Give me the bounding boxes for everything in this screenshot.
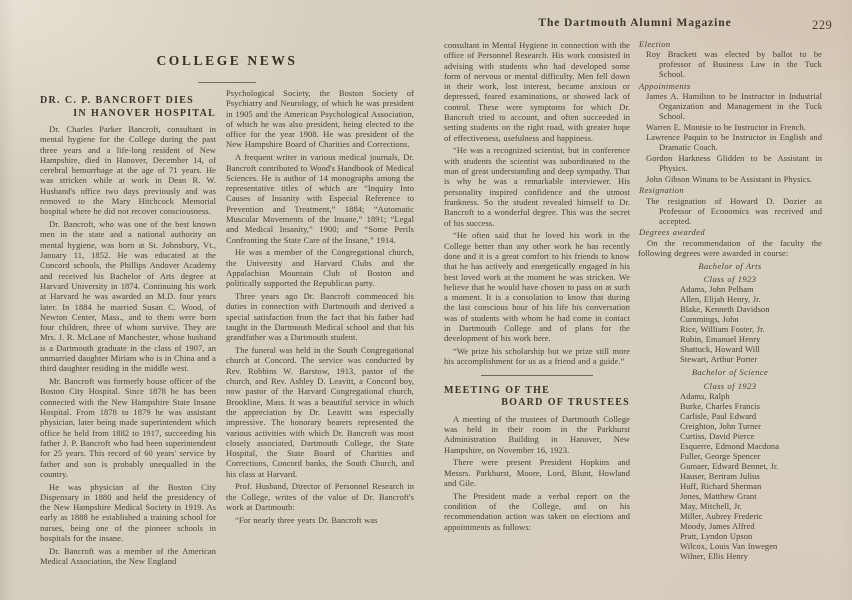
graduate-name: Allen, Elijah Henry, Jr. [680, 294, 761, 305]
graduate-name: Rice, William Foster, Jr. [680, 324, 765, 335]
right-page-column-1 [444, 40, 630, 534]
left-page-column-1 [40, 95, 216, 569]
obituary-paragraph: Dr. Charles Parker Bancroft, consultant in mental hygiene for the College during the past three years and a life-long resident of New Hampshire, died in Hanover, December 14, of cerebral hemorrhage at the age of 71 years. He was stricken while at work in Dean R. W. Husband's office two days previously and was removed to the Mary Hitchcock Memorial hospital where he did not recover consciousness. [40, 124, 216, 217]
resignation-entry: The resignation of Howard D. Dozier as Professor of Economics was received and accepted. [646, 195, 822, 226]
graduate-name: Huff, Richard Sherman [680, 480, 762, 491]
appointment-entry: John Gibson Winans to be Assistant in Physics. [646, 173, 813, 184]
obituary-paragraph: He was a member of the Congregational church, the University and Harvard Clubs and the Appalachian Mountain Club of Boston and politically supported the Republican party. [226, 247, 414, 289]
graduate-name: Moody, James Alfred [680, 521, 755, 532]
graduate-name: Blake, Kenneth Davidson [680, 304, 770, 315]
graduate-name: Burke, Charles Francis [680, 400, 761, 411]
running-head-title: The Dartmouth Alumni Magazine [538, 17, 732, 29]
obituary-paragraph: Psychological Society, the Boston Society of Psychiatry and Neurology, of which he was president in 1905 and the American Psychological Association, of which he was also president, being elected to the office for the year 1908. He was president of the New Hampshire Board of Charities and Corrections. [226, 88, 414, 150]
graduate-name: Rubin, Emanuel Henry [680, 334, 761, 345]
graduate-name: Adams, Ralph [680, 390, 730, 401]
degree-group-class-arts: Class of 1923 [703, 274, 757, 285]
obituary-paragraph: The funeral was held in the South Congregational church at Concord. The service was conducted by Rev. Robbins W. Barstow, 1913, pastor of the church, and Rev. Ashley D. Leavitt, a Concord boy, now pastor of the Harvard Congregational church, Brookline, Mass. It was a beautiful service in which the appreciation by Dr. Leavitt was especially impressive. The honorary bearers represented the various activities with which Dr. Bancroft was most closely associated, Dartmouth College, the State Hospital, the State Board of Charities and Corrections, Concord banks, the South Church, and his class at Harvard. [226, 345, 414, 479]
obituary-paragraph: Mr. Bancroft was formerly house officer of the Boston City Hospital. Since 1878 he has been connected with the New Hampshire State Insane Hospital. From 1878 to 1879 he was assistant physician, later being made superintendent which office he held from 1882 to 1917, succeeding his father J. P. Bancroft who had been superintendent for 25 years. This record of 60 years' service by father and son is probably unequalled in the country. [40, 376, 216, 479]
graduate-name: Adams, John Pelham [680, 284, 754, 295]
graduate-name: Creighton, John Turner [680, 420, 762, 431]
obituary-paragraph: “We prize his scholarship but we prize still more his accomplishment for us as a friend and a guide.” [444, 346, 630, 367]
obituary-paragraph: “For nearly three years Dr. Bancroft was [235, 514, 378, 525]
graduate-name: Curtiss, David Pierce [680, 430, 755, 441]
degrees-intro: On the recommendation of the faculty the following degrees were awarded in course: [638, 237, 822, 258]
obituary-heading-line2: IN HANOVER HOSPITAL [73, 107, 216, 119]
trustees-heading [444, 385, 630, 410]
section-title-rule [198, 82, 256, 83]
obituary-paragraph: A frequent writer in various medical journals, Dr. Bancroft contributed to Wood's Handbook of Medical Sciences. He is author of 14 monographs among the representative titles of which are “Inquiry Into Causes of Insanity with Especial Reference to Prevention and Treatment,” 1884; “Automatic Muscular Movements of the Insane,” 1891; “Legal and Medical Insanity,” 1900; and “Some Perils Confronting the State Care of the Insane,” 1914. [226, 152, 414, 245]
section-label-appointments: Appointments [639, 80, 691, 91]
obituary-heading [40, 95, 216, 120]
obituary-paragraph: “He often said that he loved his work in the College better than any other work he has recently done and it is a great comfort to his friends to know that he has actively and energetically engaged in his best loved work at the moment he was stricken. We believe that he would have chosen to pass on at such a moment. It is a consolation to know that during the last conscious hour of his life his conversation was of students with whom he had come in contact in Dartmouth College and of plans for the development of his work here. [444, 230, 630, 344]
graduate-name: Wilcox, Louis Van Inwegen [680, 541, 778, 552]
resignation-entries [638, 196, 822, 226]
obituary-paragraph: Dr. Bancroft was a member of the American Medical Association, the New England [40, 545, 216, 567]
trustees-heading-line2: BOARD OF TRUSTEES [501, 397, 630, 409]
trustees-heading-line1: MEETING OF THE [444, 384, 551, 396]
graduate-name: Shattuck, Howard Will [680, 344, 760, 355]
graduate-name: Stewart, Arthur Porter [680, 354, 758, 365]
graduate-name: May, Mitchell, Jr. [680, 501, 742, 512]
graduate-name: Hauser, Bertram Julius [680, 470, 760, 481]
graduate-name: Miller, Aubrey Frederic [680, 511, 763, 522]
election-entries [638, 49, 822, 79]
obituary-paragraph: Dr. Bancroft, who was one of the best known men in the state and a national authority on mental hygiene, was born at St. Johnsbury, Vt., January 11, 1852. He was educated at the Concord schools, the Phillips Andover Academy and received his Bachelor of Arts degree at Harvard University in 1874. Continuing his work at Harvard he was awarded an M.D. four years later. In 1884 he married Susan C. Wood, of Newton Center, Mass., and to them were born four children, three of whom survive. They are Mrs. J. R. McLane of Manchester, whose husband is a Dartmouth graduate in the class of 1907, an unmarried daughter Miriam who is in China and a third daughter residing in the middle west. [40, 219, 216, 374]
appointment-entry: James A. Hamilton to be Instructor in Industrial Organization and Management in the Tuck School. [646, 91, 822, 122]
graduate-name: Pratt, Lyndon Upson [680, 531, 753, 542]
degree-group-title-science: Bachelor of Science [691, 367, 769, 378]
section-label-election: Election [639, 38, 671, 49]
graduate-name: Cummings, John [680, 314, 739, 325]
graduate-name: Esquerre, Edmond Macdona [680, 440, 780, 451]
section-label-degrees-awarded: Degrees awarded [639, 227, 705, 238]
trustees-paragraph: There were present President Hopkins and Messrs. Parkhurst, Moore, Lord, Blunt, Howland and Gile. [444, 457, 630, 488]
arts-graduate-names [638, 284, 822, 364]
left-page-column-2 [226, 88, 414, 528]
obituary-paragraph: consultant in Mental Hygiene in connection with the office of Personnel Research. His work consisted in advising with students who had developed some form of nervous or mental difficulty. Men fell down in their work, lost interest, became anxious or depressed, feared examinations, or showed lack of control. These were symptoms for which Dr. Bancroft tried to account, and often succeeded in setting students on the right road, with greater hope of effectiveness, usefulness and happiness. [444, 40, 630, 143]
obituary-paragraph: “He was a recognized scientist, but in conference with students the scientist was subordinated to the man of great understanding and deep sympathy. That is why he was a remarkable interviewer. His personality inspired confidence and the utmost frankness. So the student revealed himself to Dr. Bancroft to a wonderful degree. This was the secret of his success. [444, 145, 630, 228]
appointment-entry: Lawrence Paquin to be Instructor in English and Dramatic Coach. [646, 132, 822, 153]
science-graduate-names [638, 391, 822, 562]
section-label-resignation: Resignation [639, 185, 685, 196]
graduate-name: Gumaer, Edward Bennet, Jr. [680, 460, 779, 471]
degree-group-class-science: Class of 1923 [703, 380, 757, 391]
graduate-name: Wilner, Ellis Henry [680, 551, 748, 562]
article-divider-rule [481, 375, 593, 376]
graduate-name: Fuller, George Spencer [680, 450, 761, 461]
page-number: 229 [812, 18, 833, 32]
appointment-entry: Gordon Harkness Glidden to be Assistant in Physics. [646, 153, 822, 174]
obituary-paragraph: He was physician of the Boston City Dispensary in 1880 and held the presidency of the New Hampshire Medical Society in 1919. As early as 1888 he established a training school for nurses, being one of the pioneer schools in hospitals for the insane. [40, 481, 216, 544]
obituary-paragraph: Prof. Husband, Director of Personnel Research in the College, writes of the value of Dr. Bancroft's work at Dartmouth: [226, 481, 414, 513]
election-entry: Roy Brackett was elected by ballot to be professor of Business Law in the Tuck School. [646, 49, 822, 80]
section-title: COLLEGE NEWS [156, 53, 298, 68]
graduate-name: Jones, Matthew Grant [680, 491, 757, 502]
obituary-paragraph: Three years ago Dr. Bancroft commenced his duties in connection with Dartmouth and derived a special satisfaction from the fact that his father had taught in the Dartmouth Medical school and that his grandfather was a Dartmouth student. [226, 291, 414, 343]
trustees-paragraph: The President made a verbal report on the condition of the College, and on his recommendation action was taken on elections and appointments as follows: [444, 490, 630, 532]
obituary-heading-line1: DR. C. P. BANCROFT DIES [40, 95, 194, 106]
appointment-entries [638, 91, 822, 183]
trustees-paragraph: A meeting of the trustees of Dartmouth College was held in their room in the Parkhurst Administration Building in Hanover, New Hampshire, on November 16, 1923. [444, 413, 630, 455]
degree-group-title-arts: Bachelor of Arts [698, 260, 762, 271]
appointment-entry: Warren E. Montsie to be Instructor in French. [646, 121, 806, 132]
graduate-name: Carlisle, Paul Edward [680, 410, 757, 421]
right-page-column-2 [638, 37, 822, 561]
